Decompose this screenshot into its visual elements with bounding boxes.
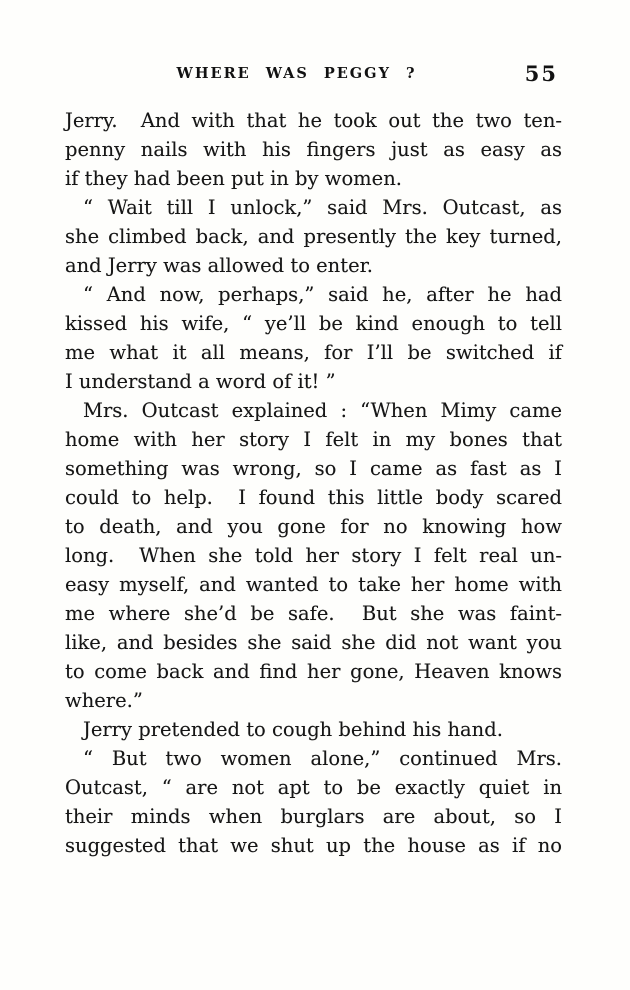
text-line: Jerry pretended to cough behind his hand. bbox=[83, 718, 503, 741]
text-line: easy myself, and wanted to take her home with bbox=[65, 573, 562, 596]
text-line: home with her story I felt in my bones that bbox=[65, 428, 562, 451]
text-line: if they had been put in by women. bbox=[65, 167, 402, 190]
text-line: “ But two women alone,” continued Mrs. bbox=[83, 747, 562, 770]
text-line: “ And now, perhaps,” said he, after he had bbox=[83, 283, 562, 306]
text-line: penny nails with his fingers just as easy as bbox=[65, 138, 562, 161]
text-line: I understand a word of it! ” bbox=[65, 370, 336, 393]
text-line: their minds when burglars are about, so I bbox=[65, 805, 562, 828]
page-number: 55 bbox=[524, 61, 558, 86]
text-line: me where she’d be safe. But she was faint- bbox=[65, 602, 562, 625]
text-line: to death, and you gone for no knowing how bbox=[65, 515, 562, 538]
text-line: like, and besides she said she did not want you bbox=[65, 631, 562, 654]
text-line: she climbed back, and presently the key turned, bbox=[65, 225, 562, 248]
text-line: could to help. I found this little body scared bbox=[65, 486, 562, 509]
text-line: where.” bbox=[65, 689, 143, 712]
text-line: “ Wait till I unlock,” said Mrs. Outcast, as bbox=[83, 196, 562, 219]
running-title: WHERE WAS PEGGY ? bbox=[176, 65, 417, 82]
text-line: Jerry. And with that he took out the two ten- bbox=[65, 109, 562, 132]
text-line: suggested that we shut up the house as if no bbox=[65, 834, 562, 857]
text-line: long. When she told her story I felt real un- bbox=[65, 544, 562, 567]
text-line: Mrs. Outcast explained : “When Mimy came bbox=[83, 399, 562, 422]
text-line: and Jerry was allowed to enter. bbox=[65, 254, 373, 277]
text-line: to come back and find her gone, Heaven knows bbox=[65, 660, 562, 683]
text-line: something was wrong, so I came as fast as I bbox=[65, 457, 562, 480]
text-line: kissed his wife, “ ye’ll be kind enough to tell bbox=[65, 312, 562, 335]
page-body-text bbox=[65, 106, 562, 860]
text-line: me what it all means, for I’ll be switched if bbox=[65, 341, 562, 364]
text-line: Outcast, “ are not apt to be exactly quiet in bbox=[65, 776, 562, 799]
page-header bbox=[65, 63, 562, 87]
